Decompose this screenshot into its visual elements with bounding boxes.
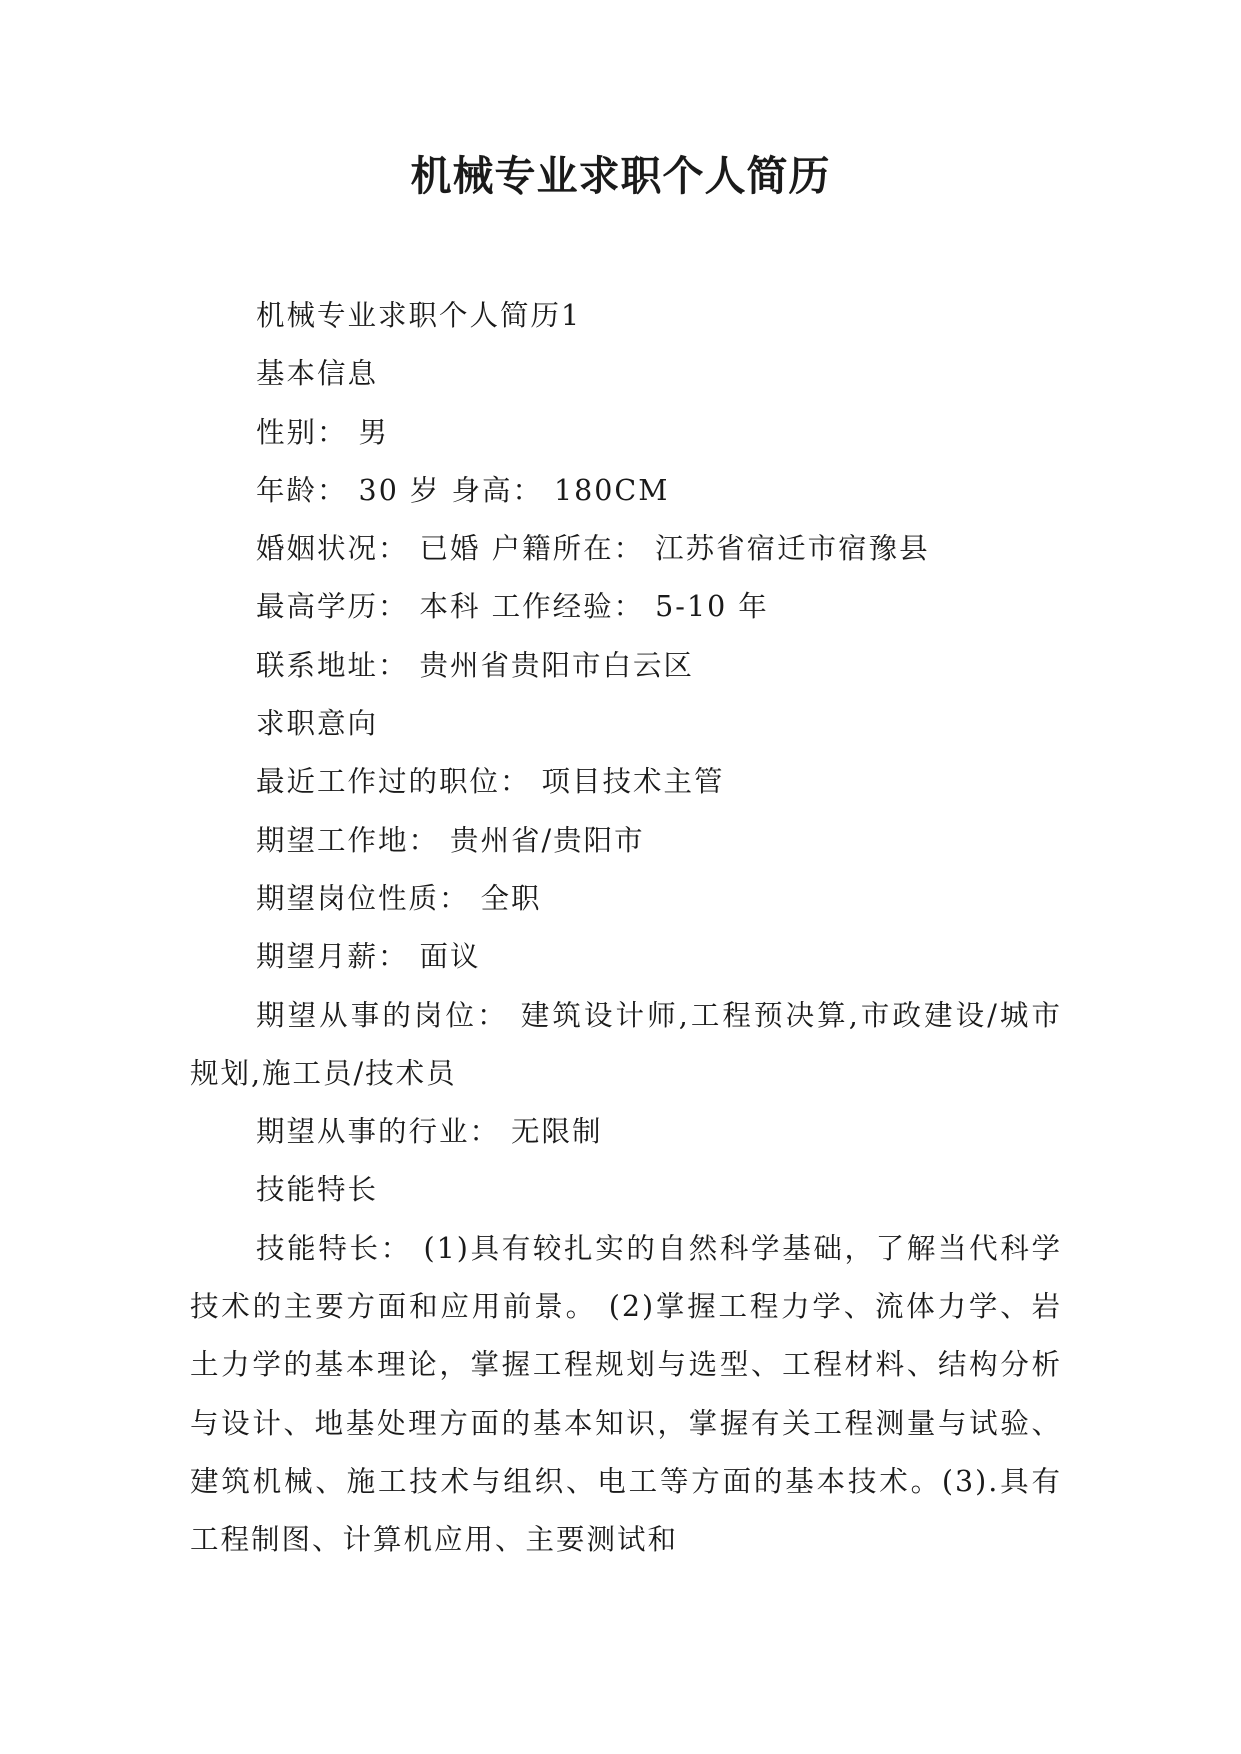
field-age-height: 年龄： 30 岁 身高： 180CM	[256, 473, 670, 507]
resume-heading: 机械专业求职个人简历1	[256, 299, 582, 332]
field-gender: 性别： 男	[256, 415, 390, 449]
field-expected-salary: 期望月薪： 面议	[256, 940, 481, 974]
section-basic-info: 基本信息	[256, 357, 379, 391]
skills-description: 技能特长： (1)具有较扎实的自然科学基础，了解当代科学技术的主要方面和应用前景。 (2)掌握工程力学、流体力学、岩土力学的基本理论，掌握工程规划与选型、工程材料、结构分析与设计、地基处理方面的基本知识，掌握有关工程测量与试验、建筑机械、施工技术与组织、电工等方面的基本技术。(3).具有工程制图、计算机应用、主要测试和	[190, 1231, 1062, 1557]
field-recent-position: 最近工作过的职位： 项目技术主管	[256, 765, 725, 799]
section-job-intention: 求职意向	[256, 707, 379, 741]
field-job-type: 期望岗位性质： 全职	[256, 881, 542, 915]
field-expected-industry: 期望从事的行业： 无限制	[256, 1115, 603, 1149]
document-body	[190, 287, 1062, 1570]
document-title: 机械专业求职个人简历	[410, 152, 831, 200]
field-education-experience: 最高学历： 本科 工作经验： 5-10 年	[256, 590, 769, 624]
field-address: 联系地址： 贵州省贵阳市白云区	[256, 648, 695, 682]
field-expected-positions: 期望从事的岗位： 建筑设计师,工程预决算,市政建设/城市规划,施工员/技术员	[190, 998, 1062, 1090]
section-skills: 技能特长	[256, 1173, 379, 1207]
field-expected-location: 期望工作地： 贵州省/贵阳市	[256, 823, 645, 857]
field-marital-hukou: 婚姻状况： 已婚 户籍所在： 江苏省宿迁市宿豫县	[256, 532, 930, 566]
